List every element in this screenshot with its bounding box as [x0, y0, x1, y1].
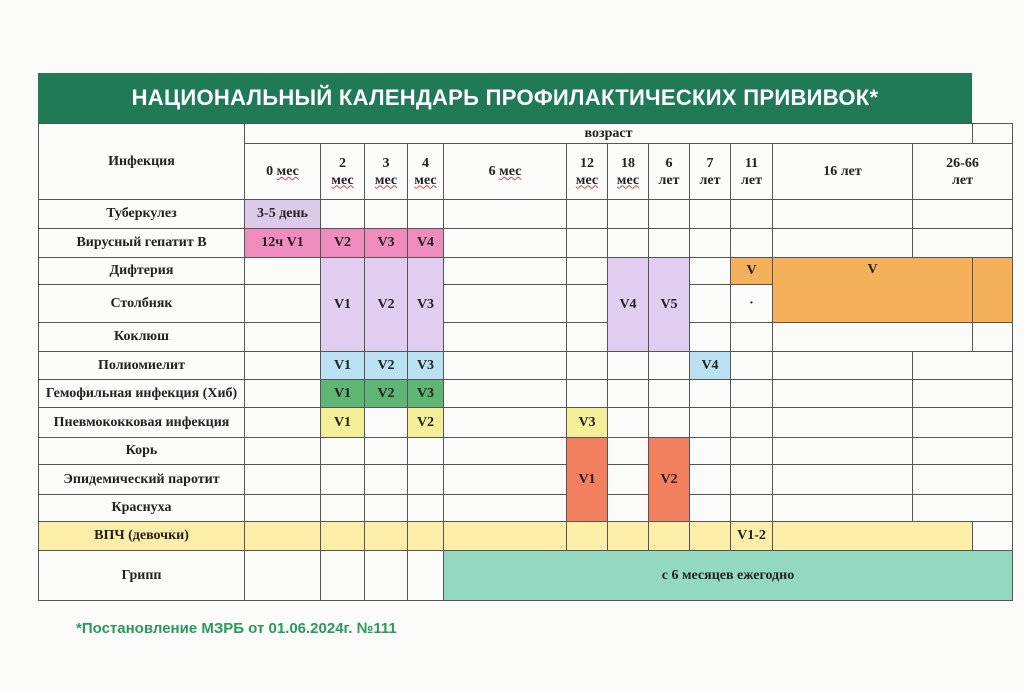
- infection-polio: Полиомиелит: [39, 352, 245, 380]
- age-header: 0 мес: [245, 144, 321, 200]
- dose-cell: V3: [567, 408, 608, 438]
- infection-tetanus: Столбняк: [39, 285, 245, 323]
- dose-cell: V4: [608, 258, 649, 352]
- dose-cell: V2: [365, 380, 408, 408]
- infection-mumps: Эпидемический паротит: [39, 465, 245, 495]
- dose-cell: V3: [408, 380, 444, 408]
- cell: [973, 124, 1013, 144]
- infection-rubella: Краснуха: [39, 495, 245, 522]
- infection-tb: Туберкулез: [39, 200, 245, 229]
- dose-cell: V1: [567, 438, 608, 522]
- dose-cell: V5: [649, 258, 690, 352]
- age-header: 11 лет: [731, 144, 773, 200]
- page-title: НАЦИОНАЛЬНЫЙ КАЛЕНДАРЬ ПРОФИЛАКТИЧЕСКИХ ПРИВИВОК*: [38, 73, 972, 123]
- dose-cell: V3: [408, 258, 444, 352]
- age-header: 7 лет: [690, 144, 731, 200]
- flu-range: с 6 месяцев ежегодно: [444, 551, 1013, 601]
- dose-cell: V2: [408, 408, 444, 438]
- age-header: 3 мес: [365, 144, 408, 200]
- age-header: 26-66 лет: [913, 144, 1013, 200]
- infection-diphtheria: Дифтерия: [39, 258, 245, 285]
- dose-cell: V2: [365, 258, 408, 352]
- dose-cell: 3-5 день: [245, 200, 321, 229]
- dose-cell: V1-2: [731, 522, 773, 551]
- dose-cell: V1: [321, 352, 365, 380]
- footnote: *Постановление МЗРБ от 01.06.2024г. №111: [76, 620, 397, 637]
- infection-hib: Гемофильная инфекция (Хиб): [39, 380, 245, 408]
- age-header: 18 мес: [608, 144, 649, 200]
- dose-cell: V4: [408, 229, 444, 258]
- header-age: возраст: [245, 124, 973, 144]
- dose-cell: V2: [365, 352, 408, 380]
- age-header: 6 мес: [444, 144, 567, 200]
- dose-cell: V: [773, 258, 973, 323]
- age-header: 2 мес: [321, 144, 365, 200]
- infection-hepb: Вирусный гепатит В: [39, 229, 245, 258]
- dose-cell: V: [731, 258, 773, 285]
- age-header: 4 мес: [408, 144, 444, 200]
- infection-flu: Грипп: [39, 551, 245, 601]
- dose-cell: V4: [690, 352, 731, 380]
- dose-cell: V1: [321, 380, 365, 408]
- vaccination-calendar: [38, 73, 979, 601]
- dose-cell: V2: [321, 229, 365, 258]
- dose-cell: V1: [321, 258, 365, 352]
- dose-cell: V3: [408, 352, 444, 380]
- dose-cell: V2: [649, 438, 690, 522]
- dose-cell: V1: [321, 408, 365, 438]
- infection-pertussis: Коклюш: [39, 323, 245, 352]
- age-header: 12 мес: [567, 144, 608, 200]
- age-header: 6 лет: [649, 144, 690, 200]
- age-header: 16 лет: [773, 144, 913, 200]
- calendar-table: [38, 123, 1013, 601]
- dot-mark: ·: [731, 285, 773, 323]
- header-infection: Инфекция: [39, 124, 245, 200]
- dose-cell: V3: [365, 229, 408, 258]
- infection-pneumo: Пневмококковая инфекция: [39, 408, 245, 438]
- dose-cell: 12ч V1: [245, 229, 321, 258]
- infection-hpv: ВПЧ (девочки): [39, 522, 245, 551]
- infection-measles: Корь: [39, 438, 245, 465]
